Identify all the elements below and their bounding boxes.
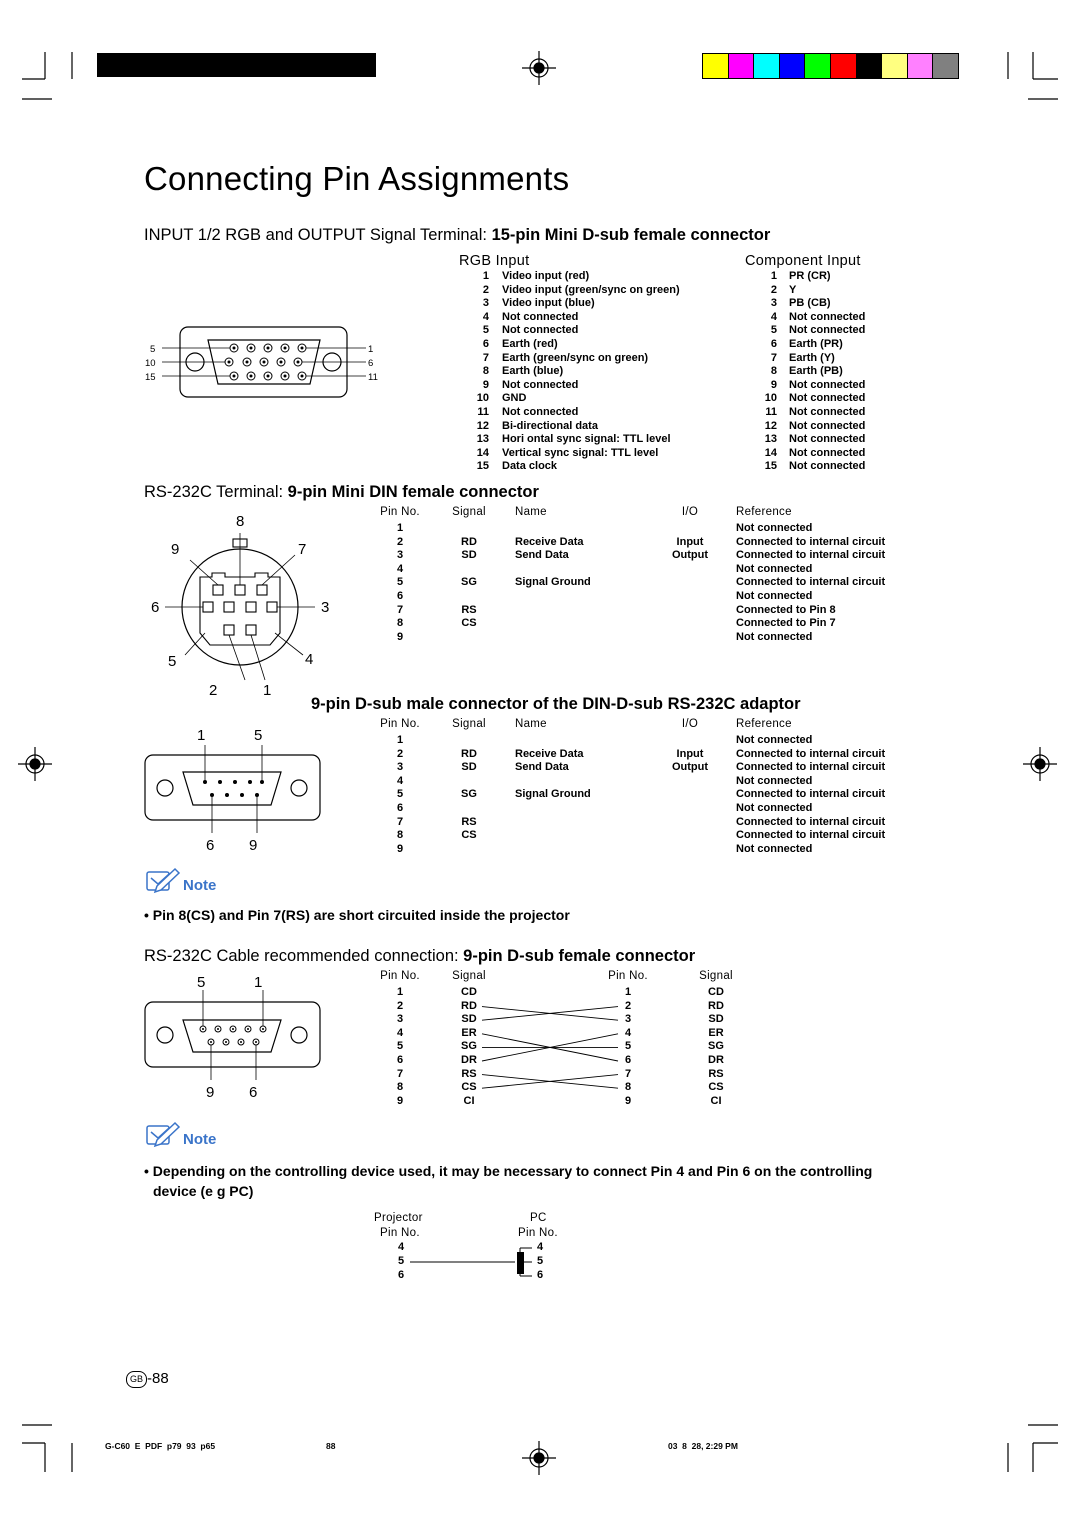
- cell-signal-2: SG: [708, 1040, 724, 1053]
- header-name: Name: [515, 506, 547, 518]
- pin-row: [470, 406, 710, 420]
- pin-number: 8: [770, 365, 777, 378]
- table-row: [370, 843, 930, 857]
- pin-row: [760, 460, 890, 474]
- header-pin-no-2: Pin No.: [608, 970, 648, 982]
- cell-reference: Connected to internal circuit: [736, 829, 886, 842]
- cell-pin: 7: [396, 603, 404, 616]
- pin-description: Not connected: [789, 378, 866, 391]
- header-signal: Signal: [452, 718, 486, 730]
- pin-description: Not connected: [502, 310, 579, 323]
- cell-reference: Connected to internal circuit: [736, 815, 886, 828]
- table-row: [370, 748, 930, 762]
- pin-description: Not connected: [789, 460, 866, 473]
- section3-heading: 9-pin D-sub male connector of the DIN-D-sub RS-232C adaptor: [311, 695, 801, 713]
- pin-row: [470, 460, 710, 474]
- table-row: [370, 536, 930, 550]
- pin-row: [760, 324, 890, 338]
- cell-io: Output: [671, 761, 709, 774]
- pc-pin-6: 6: [537, 1269, 544, 1281]
- cell-signal-2: CS: [708, 1081, 724, 1094]
- cell-reference: Connected to internal circuit: [736, 576, 886, 589]
- pin-description: Video input (blue): [502, 297, 595, 310]
- conn15-label-15: 15: [145, 372, 156, 383]
- cell-signal: CS: [461, 1081, 477, 1094]
- dsub-female-label-5: 5: [197, 974, 206, 991]
- din-label-8: 8: [236, 513, 245, 530]
- pin-number: 3: [482, 297, 489, 310]
- section4-heading: [144, 947, 695, 966]
- note2-label: Note: [183, 1131, 217, 1148]
- cell-signal: CS: [461, 829, 477, 842]
- rs232c-din-table: [370, 506, 930, 644]
- pin-row: [470, 311, 710, 325]
- header-signal-2: Signal: [699, 970, 733, 982]
- pin-description: Not connected: [789, 405, 866, 418]
- pin-description: Earth (PR): [789, 337, 843, 350]
- table-row: [370, 734, 930, 748]
- section2-heading-bold: 9-pin Mini DIN female connector: [287, 483, 539, 501]
- cell-signal: RD: [461, 747, 477, 760]
- pin-description: Not connected: [789, 419, 866, 432]
- pin-row: [470, 324, 710, 338]
- cell-pin: 1: [396, 522, 404, 534]
- pin-description: Not connected: [789, 392, 866, 405]
- cell-pin: 7: [396, 1067, 404, 1080]
- din-label-7: 7: [298, 541, 307, 558]
- dsub-9pin-female-diagram: [140, 970, 330, 1105]
- din-label-1: 1: [263, 682, 272, 699]
- din-label-6: 6: [151, 599, 160, 616]
- pin-number: 5: [770, 324, 777, 337]
- cell-pin: 6: [396, 1053, 404, 1066]
- conn15-label-6: 6: [368, 358, 374, 369]
- section1-heading: [144, 226, 770, 245]
- pin-description: Video input (green/sync on green): [502, 283, 680, 296]
- table-row: [370, 788, 930, 802]
- cell-signal-2: RS: [708, 1067, 724, 1080]
- projector-pin-label: Pin No.: [380, 1227, 420, 1239]
- pin-description: Earth (PB): [789, 365, 843, 378]
- cell-signal: CS: [461, 617, 477, 630]
- pin-description: Earth (red): [502, 337, 558, 350]
- cell-reference: Not connected: [736, 562, 813, 575]
- cell-pin-2: 3: [624, 1013, 632, 1026]
- crossover-wiring-lines: [370, 970, 750, 1115]
- pin-row: [470, 270, 710, 284]
- cell-signal: SD: [461, 1013, 477, 1026]
- cell-signal-2: DR: [708, 1053, 724, 1066]
- table-row: [370, 631, 930, 645]
- pin-row: [760, 297, 890, 311]
- pin-row: [470, 392, 710, 406]
- pin-row: [470, 420, 710, 434]
- header-reference: Reference: [736, 718, 792, 730]
- cell-pin-2: 6: [624, 1053, 632, 1066]
- cell-reference: Not connected: [736, 734, 813, 746]
- pin-row: [760, 365, 890, 379]
- dsub-female-label-1: 1: [254, 974, 263, 991]
- cell-reference: Connected to internal circuit: [736, 549, 886, 562]
- pin-description: Video input (red): [502, 270, 590, 282]
- cell-pin: 1: [396, 986, 404, 998]
- pin-row: [470, 297, 710, 311]
- cell-signal: CD: [461, 986, 477, 998]
- cell-signal: DR: [461, 1053, 477, 1066]
- cell-pin: 2: [396, 535, 404, 548]
- component-input-label: Component Input: [745, 253, 861, 269]
- cell-pin: 4: [396, 1026, 404, 1039]
- cell-name: Send Data: [515, 549, 569, 562]
- dsub-9pin-male-diagram: [140, 725, 330, 855]
- cell-pin-2: 4: [624, 1026, 632, 1039]
- pin-description: Data clock: [502, 460, 558, 473]
- pin-row: [760, 392, 890, 406]
- cell-signal: RD: [461, 535, 477, 548]
- din-label-2: 2: [209, 682, 218, 699]
- note-pencil-icon: [145, 1120, 181, 1150]
- header-signal: Signal: [452, 506, 486, 518]
- table-row: [370, 617, 930, 631]
- cell-pin: 9: [396, 630, 404, 643]
- cell-reference: Not connected: [736, 589, 813, 602]
- cell-pin: 8: [396, 829, 404, 842]
- cell-signal: SD: [461, 549, 477, 562]
- cell-pin: 5: [396, 788, 404, 801]
- cell-io: Output: [671, 549, 709, 562]
- table-row: [370, 563, 930, 577]
- cell-pin: 2: [396, 999, 404, 1012]
- cell-reference: Not connected: [736, 774, 813, 787]
- table-row: [370, 816, 930, 830]
- cell-pin: 3: [396, 1013, 404, 1026]
- pin-row: [470, 352, 710, 366]
- pin-number: 2: [770, 283, 777, 296]
- pin-number: 12: [476, 419, 489, 432]
- gb-badge: GB: [126, 1371, 147, 1388]
- header-name: Name: [515, 718, 547, 730]
- conn15-label-1: 1: [368, 344, 374, 355]
- header-io: I/O: [681, 506, 699, 518]
- pin-number: 3: [770, 297, 777, 310]
- projector-pin-5: 5: [398, 1255, 405, 1267]
- pc-pin-4: 4: [537, 1241, 544, 1253]
- note2-text: • Depending on the controlling device used, it may be necessary to connect Pin 4 and Pin 6 on the controlling device (e g PC): [144, 1163, 873, 1199]
- cell-reference: Not connected: [736, 630, 813, 643]
- cell-reference: Connected to internal circuit: [736, 747, 886, 760]
- cell-signal-2: ER: [708, 1026, 724, 1039]
- cell-reference: Connected to internal circuit: [736, 535, 886, 548]
- pin-description: Y: [789, 283, 797, 296]
- pin-description: Vertical sync signal: TTL level: [502, 446, 659, 459]
- cell-reference: Connected to internal circuit: [736, 761, 886, 774]
- pin-description: GND: [502, 392, 527, 405]
- table-row: [370, 829, 930, 843]
- mini-din-9pin-diagram: [145, 505, 345, 705]
- header-reference: Reference: [736, 506, 792, 518]
- page-title: Connecting Pin Assignments: [144, 160, 570, 197]
- projector-pin-4: 4: [398, 1241, 405, 1253]
- cell-signal: ER: [461, 1026, 477, 1039]
- pin-row: [760, 284, 890, 298]
- table-row: [370, 761, 930, 775]
- cell-signal-2: RD: [708, 999, 724, 1012]
- pin-number: 13: [476, 433, 489, 446]
- pin-number: 11: [765, 405, 777, 418]
- rgb-input-label: RGB Input: [459, 253, 530, 269]
- cell-pin-2: 1: [624, 986, 632, 998]
- dsub-male-label-9: 9: [249, 837, 258, 854]
- section4-heading-bold: 9-pin D-sub female connector: [463, 947, 696, 965]
- section4-heading-plain: RS-232C Cable recommended connection:: [144, 947, 464, 965]
- pc-label: PC: [530, 1212, 547, 1224]
- pin-number: 9: [770, 378, 777, 391]
- pin-row: [760, 352, 890, 366]
- pin-row: [470, 338, 710, 352]
- table-header: [370, 506, 930, 520]
- dsub-male-label-1: 1: [197, 727, 206, 744]
- pin-description: Earth (blue): [502, 365, 564, 378]
- cell-pin-2: 8: [624, 1081, 632, 1094]
- pin-row: [470, 284, 710, 298]
- pin-number: 10: [764, 392, 777, 405]
- table-body: [370, 734, 930, 856]
- cell-signal: RS: [461, 1067, 477, 1080]
- pin-row: [470, 433, 710, 447]
- cell-pin: 8: [396, 1081, 404, 1094]
- jumper-wire-diagram: [360, 1210, 590, 1285]
- cell-pin-2: 9: [624, 1094, 632, 1107]
- cell-name: Signal Ground: [515, 576, 591, 589]
- pin-description: Not connected: [502, 324, 579, 337]
- projector-pin-6: 6: [398, 1269, 405, 1281]
- cell-signal: SG: [461, 576, 477, 589]
- pin-number: 7: [482, 351, 489, 364]
- note2-text-line1: Depending on the controlling device used, it may be necessary to connect Pin 4 and Pin 6 on the controlling: [152, 1163, 873, 1179]
- cell-signal: RS: [461, 603, 477, 616]
- cell-pin: 9: [396, 842, 404, 855]
- pin-row: [760, 420, 890, 434]
- pin-description: Not connected: [502, 405, 579, 418]
- cell-reference: Not connected: [736, 801, 813, 814]
- footer-file: G-C60 E PDF p79 93 p65: [105, 1441, 216, 1451]
- cell-reference: Not connected: [736, 842, 813, 855]
- section2-heading-plain: RS-232C Terminal:: [144, 483, 288, 501]
- pin-number: 10: [476, 392, 489, 405]
- cell-signal-2: CD: [708, 986, 724, 998]
- pin-description: Not connected: [789, 324, 866, 337]
- projector-pc-wiring: [360, 1210, 590, 1285]
- page-number-text: -88: [147, 1370, 169, 1387]
- din-label-9: 9: [171, 541, 180, 558]
- dsub-male-label-6: 6: [206, 837, 215, 854]
- table-header: [370, 718, 930, 732]
- cell-reference: Not connected: [736, 522, 813, 534]
- table-row: [370, 522, 930, 536]
- cell-signal: SD: [461, 761, 477, 774]
- pin-number: 12: [764, 419, 777, 432]
- cell-pin: 6: [396, 589, 404, 602]
- table-row: [370, 802, 930, 816]
- pin-number: 14: [764, 446, 777, 459]
- cell-name: Signal Ground: [515, 788, 591, 801]
- pin-number: 14: [476, 446, 489, 459]
- conn15-label-10: 10: [145, 358, 156, 369]
- pin-description: Earth (Y): [789, 351, 835, 364]
- page-number: [126, 1370, 169, 1388]
- cell-pin-2: 2: [624, 999, 632, 1012]
- pin-number: 4: [482, 310, 489, 323]
- pin-number: 15: [764, 460, 777, 473]
- cell-pin: 1: [396, 734, 404, 746]
- pin-row: [760, 311, 890, 325]
- pin-number: 1: [482, 270, 489, 282]
- cell-pin-2: 7: [624, 1067, 632, 1080]
- cell-signal: SG: [461, 1040, 477, 1053]
- rs232c-adaptor-table: [370, 718, 930, 856]
- pin-description: Earth (green/sync on green): [502, 351, 649, 364]
- pin-number: 1: [770, 270, 777, 282]
- pin-row: [760, 270, 890, 284]
- cell-signal: RS: [461, 815, 477, 828]
- header-pin-no: Pin No.: [380, 718, 420, 730]
- pin-number: 4: [770, 310, 777, 323]
- note1-text: • Pin 8(CS) and Pin 7(RS) are short circuited inside the projector: [144, 907, 570, 923]
- cable-connection-table: [370, 970, 750, 1115]
- pin-description: Not connected: [789, 310, 866, 323]
- cell-pin: 7: [396, 815, 404, 828]
- pin-row: [760, 338, 890, 352]
- cell-reference: Connected to internal circuit: [736, 788, 886, 801]
- footer-date: 03 8 28, 2:29 PM: [668, 1441, 738, 1451]
- cell-pin: 5: [396, 576, 404, 589]
- note1-label: Note: [183, 877, 217, 894]
- cell-reference: Connected to Pin 7: [736, 617, 836, 630]
- dsub-female-label-6: 6: [249, 1084, 258, 1101]
- pin-row: [760, 379, 890, 393]
- cell-pin: 6: [396, 801, 404, 814]
- cell-signal-2: CI: [710, 1094, 722, 1107]
- pin-description: PR (CR): [789, 270, 831, 282]
- section1-heading-bold: 15-pin Mini D-sub female connector: [491, 226, 771, 244]
- pin-number: 15: [476, 460, 489, 473]
- cell-pin: 4: [396, 774, 404, 787]
- table-row: [370, 604, 930, 618]
- conn15-label-5: 5: [150, 344, 156, 355]
- pin-row: [760, 447, 890, 461]
- cell-pin: 3: [396, 549, 404, 562]
- pin-row: [470, 447, 710, 461]
- header-pin-no: Pin No.: [380, 970, 420, 982]
- footer-page: 88: [326, 1441, 336, 1451]
- table-row: [370, 590, 930, 604]
- header-pin-no: Pin No.: [380, 506, 420, 518]
- pin-row: [470, 379, 710, 393]
- pin-description: Hori ontal sync signal: TTL level: [502, 433, 671, 446]
- rgb-input-table: [470, 270, 710, 474]
- conn15-label-11: 11: [368, 372, 378, 383]
- mini-dsub-15pin-diagram: [140, 322, 390, 402]
- cell-pin: 2: [396, 747, 404, 760]
- cell-pin-2: 5: [624, 1040, 632, 1053]
- pin-number: 6: [482, 337, 489, 350]
- dsub-male-label-5: 5: [254, 727, 263, 744]
- pin-number: 7: [770, 351, 777, 364]
- pin-description: Not connected: [789, 446, 866, 459]
- table-body: [370, 522, 930, 644]
- cell-io: Input: [676, 747, 704, 760]
- cell-pin: 4: [396, 562, 404, 575]
- section1-heading-plain: INPUT 1/2 RGB and OUTPUT Signal Terminal:: [144, 226, 492, 244]
- cell-name: Receive Data: [515, 535, 584, 548]
- section2-heading: [144, 483, 539, 502]
- pin-number: 8: [482, 365, 489, 378]
- cell-io: Input: [676, 535, 704, 548]
- note-pencil-icon: [145, 866, 181, 896]
- din-label-3: 3: [321, 599, 330, 616]
- cell-name: Receive Data: [515, 747, 584, 760]
- table-row: [370, 576, 930, 590]
- pin-row: [760, 406, 890, 420]
- dsub-female-label-9: 9: [206, 1084, 215, 1101]
- pc-pin-5: 5: [537, 1255, 544, 1267]
- pin-description: Bi-directional data: [502, 419, 598, 432]
- din-label-4: 4: [305, 651, 314, 668]
- header-signal: Signal: [452, 970, 486, 982]
- note2-text-line2: device (e g PC): [153, 1183, 254, 1199]
- cell-signal: CI: [463, 1094, 475, 1107]
- cell-pin: 5: [396, 1040, 404, 1053]
- pin-number: 5: [482, 324, 489, 337]
- pin-number: 9: [482, 378, 489, 391]
- pin-description: Not connected: [789, 433, 866, 446]
- header-io: I/O: [681, 718, 699, 730]
- cell-signal: RD: [461, 999, 477, 1012]
- cell-pin: 8: [396, 617, 404, 630]
- pin-row: [470, 365, 710, 379]
- din-label-5: 5: [168, 653, 177, 670]
- pin-number: 11: [477, 405, 489, 418]
- component-input-table: [760, 270, 890, 474]
- pin-number: 6: [770, 337, 777, 350]
- cell-pin: 9: [396, 1094, 404, 1107]
- cell-reference: Connected to Pin 8: [736, 603, 836, 616]
- pin-number: 2: [482, 283, 489, 296]
- pin-description: Not connected: [502, 378, 579, 391]
- pc-pin-label: Pin No.: [518, 1227, 558, 1239]
- cell-pin: 3: [396, 761, 404, 774]
- cell-signal: SG: [461, 788, 477, 801]
- table-row: [370, 775, 930, 789]
- pin-description: PB (CB): [789, 297, 831, 310]
- pin-row: [760, 433, 890, 447]
- note1-text-content: Pin 8(CS) and Pin 7(RS) are short circuited inside the projector: [152, 907, 570, 923]
- cell-name: Send Data: [515, 761, 569, 774]
- projector-label: Projector: [374, 1212, 423, 1224]
- table-row: [370, 549, 930, 563]
- pin-number: 13: [764, 433, 777, 446]
- cell-signal-2: SD: [708, 1013, 724, 1026]
